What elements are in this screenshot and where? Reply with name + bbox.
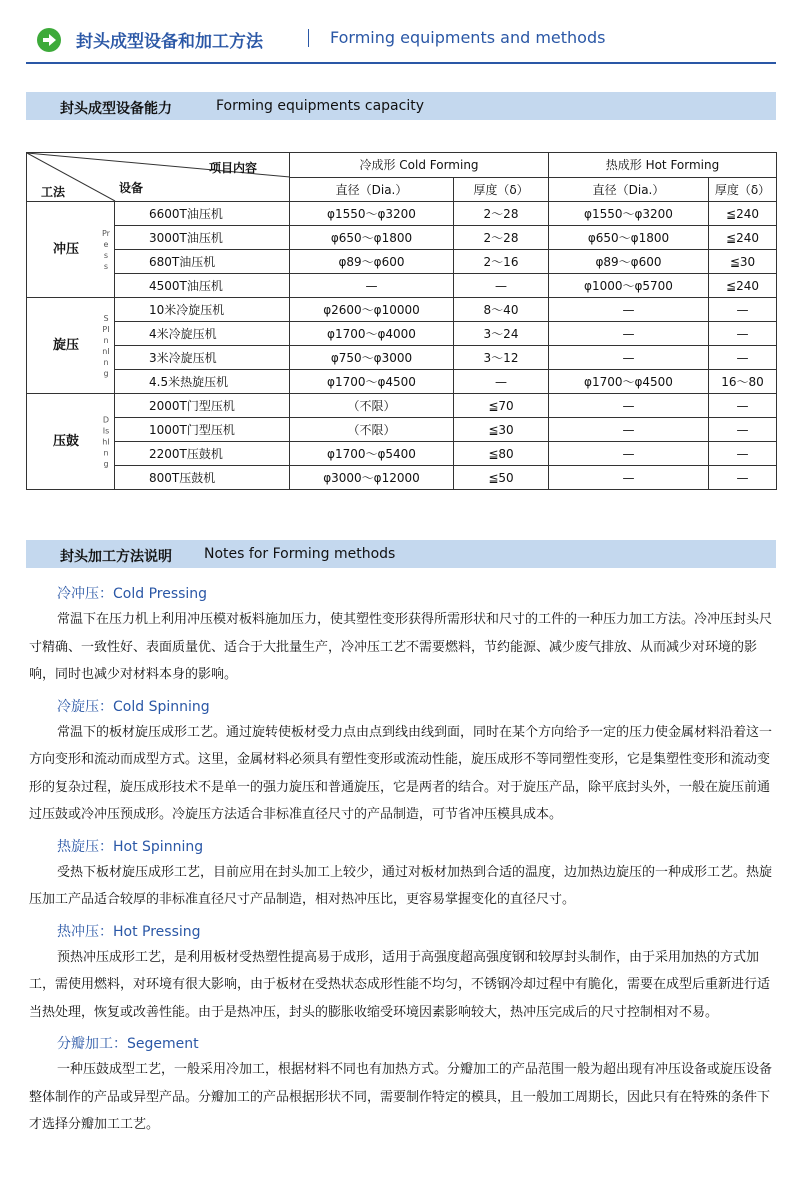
cold-dia-cell: （不限） <box>290 394 454 418</box>
method-group-cn: 冲压 <box>53 241 80 257</box>
equipment-cell: 800T压鼓机 <box>115 466 290 490</box>
equipment-cell: 2000T门型压机 <box>115 394 290 418</box>
hot-thk-cell: — <box>709 466 777 490</box>
equipment-cell: 680T油压机 <box>115 250 290 274</box>
hot-thk-cell: ≦30 <box>709 250 777 274</box>
equipment-cell: 3000T油压机 <box>115 226 290 250</box>
hot-dia-cell: φ650～φ1800 <box>549 226 709 250</box>
hot-dia-cell: — <box>549 466 709 490</box>
equipment-cell: 6600T油压机 <box>115 202 290 226</box>
cold-dia-cell: φ89～φ600 <box>290 250 454 274</box>
section-bar-notes <box>26 540 776 568</box>
page-title-cn: 封头成型设备和加工方法 <box>76 32 263 52</box>
method-group-cell <box>27 394 115 490</box>
hot-thk-cell: — <box>709 418 777 442</box>
hot-thk-cell: ≦240 <box>709 202 777 226</box>
hot-thk-header: 厚度（δ） <box>709 177 777 202</box>
hot-dia-cell: — <box>549 322 709 346</box>
cold-dia-cell: φ1700～φ4000 <box>290 322 454 346</box>
note-body: 预热冲压成形工艺，是利用板材受热塑性提高易于成形，适用于高强度超高强度钢和较厚封头制作，由于采用加热的方式加工，需使用燃料，对环境有很大影响，由于板材在受热状态成形性能不均匀，不锈钢冷却过程中有脆化，需要在成型后重新进行适当热处理，恢复或改善性能。由于是热冲压，封头的膨胀收缩受环境因素影响较大，热冲压完成后的尺寸控制相对不易。 <box>29 949 771 1020</box>
note-title: 热旋压：Hot Spinning <box>57 838 204 855</box>
capacity-table-wrap <box>26 152 777 490</box>
page-title-en: Forming equipments and methods <box>330 28 606 47</box>
hot-thk-cell: ≦240 <box>709 226 777 250</box>
equipment-cell: 4.5米热旋压机 <box>115 370 290 394</box>
hot-thk-cell: 16～80 <box>709 370 777 394</box>
hot-thk-cell: — <box>709 394 777 418</box>
cold-dia-cell: φ3000～φ12000 <box>290 466 454 490</box>
table-corner-header <box>27 153 290 202</box>
section-title-cn: 封头加工方法说明 <box>60 549 172 565</box>
cold-thk-cell: 2～28 <box>454 226 549 250</box>
table-row <box>27 298 777 322</box>
hot-dia-cell: — <box>549 346 709 370</box>
page-header <box>0 0 800 72</box>
method-group-cn: 旋压 <box>53 337 80 353</box>
table-row <box>27 418 777 442</box>
hot-dia-cell: φ89～φ600 <box>549 250 709 274</box>
section-title-en: Forming equipments capacity <box>216 98 424 114</box>
cold-dia-cell: φ1700～φ4500 <box>290 370 454 394</box>
hot-dia-cell: φ1000～φ5700 <box>549 274 709 298</box>
method-group-cn: 压鼓 <box>53 433 80 449</box>
hot-thk-cell: — <box>709 322 777 346</box>
cold-thk-cell: ≦80 <box>454 442 549 466</box>
equipment-cell: 4500T油压机 <box>115 274 290 298</box>
cold-thk-cell: ≦50 <box>454 466 549 490</box>
capacity-table <box>26 152 777 490</box>
equipment-cell: 2200T压鼓机 <box>115 442 290 466</box>
cold-thk-cell: — <box>454 370 549 394</box>
note-title: 分瓣加工：Segement <box>57 1036 199 1052</box>
table-row <box>27 346 777 370</box>
cold-thk-cell: 3～24 <box>454 322 549 346</box>
cold-thk-cell: 2～28 <box>454 202 549 226</box>
table-row <box>27 250 777 274</box>
title-divider <box>308 29 309 47</box>
cold-thk-cell: 3～12 <box>454 346 549 370</box>
hot-dia-cell: φ1550～φ3200 <box>549 202 709 226</box>
corner-item-label: 项目内容 <box>209 161 258 175</box>
hot-thk-cell: ≦240 <box>709 274 777 298</box>
table-row <box>27 274 777 298</box>
table-row <box>27 226 777 250</box>
hot-dia-cell: — <box>549 418 709 442</box>
note-title: 热冲压：Hot Pressing <box>57 923 201 940</box>
cold-dia-cell: φ1550～φ3200 <box>290 202 454 226</box>
hot-dia-cell: — <box>549 442 709 466</box>
cold-dia-cell: （不限） <box>290 418 454 442</box>
hot-thk-cell: — <box>709 298 777 322</box>
table-row <box>27 442 777 466</box>
cold-dia-cell: φ750～φ3000 <box>290 346 454 370</box>
section-title-cn: 封头成型设备能力 <box>60 101 172 117</box>
table-row <box>27 202 777 226</box>
cold-thk-cell: ≦70 <box>454 394 549 418</box>
method-group-en: Press <box>102 228 110 271</box>
note-body: 受热下板材旋压成形工艺，目前应用在封头加工上较少，通过对板材加热到合适的温度，边加热边旋压的一种成形工艺。热旋压加工产品适合较厚的非标准直径尺寸产品制造，相对热冲压比，更容易掌握变化的直径尺寸。 <box>29 864 773 907</box>
table-row <box>27 322 777 346</box>
cold-dia-cell: φ2600～φ10000 <box>290 298 454 322</box>
corner-method-label: 工法 <box>41 185 66 199</box>
method-group-en: DIshIng <box>102 415 110 468</box>
section-title-en: Notes for Forming methods <box>204 546 396 562</box>
hot-thk-cell: — <box>709 442 777 466</box>
method-group-cell <box>27 298 115 394</box>
method-group-cell <box>27 202 115 298</box>
hot-dia-cell: — <box>549 394 709 418</box>
table-row <box>27 466 777 490</box>
cold-dia-cell: — <box>290 274 454 298</box>
header-rule <box>26 62 776 64</box>
cold-thk-header: 厚度（δ） <box>454 177 549 202</box>
hot-dia-cell: φ1700～φ4500 <box>549 370 709 394</box>
cold-forming-header: 冷成形 Cold Forming <box>290 153 549 178</box>
note-body: 常温下的板材旋压成形工艺。通过旋转使板材受力点由点到线由线到面，同时在某个方向给予一定的压力使金属材料沿着这一方向变形和流动而成型方式。这里，金属材料必须具有塑性变形或流动性能，旋压成形不等同塑性变形，它是集塑性变形和流动变形的复杂过程，旋压成形技术不是单一的强力旋压和普通旋压，它是两者的结合。对于旋压产品，除平底封头外，一般在旋压前通过压鼓或冷冲压预成形。冷旋压方法适合非标准直径尺寸的产品制造，可节省冲压模具成本。 <box>29 724 773 822</box>
forming-notes <box>29 582 779 1145</box>
note-body: 常温下在压力机上利用冲压模对板料施加压力，使其塑性变形获得所需形状和尺寸的工件的一种压力加工方法。冷冲压封头尺寸精确、一致性好、表面质量优、适合于大批量生产，冷冲压工艺不需要燃料，节约能源、减少废气排放、从而减少对环境的影响，同时也减少对材料本身的影响。 <box>29 612 773 682</box>
note-title: 冷冲压：Cold Pressing <box>57 586 208 602</box>
cold-dia-cell: φ1700～φ5400 <box>290 442 454 466</box>
note-body: 一种压鼓成型工艺，一般采用冷加工，根据材料不同也有加热方式。分瓣加工的产品范围一般为超出现有冲压设备或旋压设备整体制作的产品或异型产品。分瓣加工的产品根据形状不同，需要制作特定的模具，且一般加工周期长，因此只有在特殊的条件下才选择分瓣加工工艺。 <box>29 1062 773 1132</box>
cold-thk-cell: 2～16 <box>454 250 549 274</box>
cold-dia-header: 直径（Dia.） <box>290 177 454 202</box>
cold-thk-cell: 8～40 <box>454 298 549 322</box>
cold-thk-cell: ≦30 <box>454 418 549 442</box>
equipment-cell: 1000T门型压机 <box>115 418 290 442</box>
cold-dia-cell: φ650～φ1800 <box>290 226 454 250</box>
hot-dia-header: 直径（Dia.） <box>549 177 709 202</box>
hot-thk-cell: — <box>709 346 777 370</box>
arrow-right-icon <box>36 27 62 53</box>
equipment-cell: 4米冷旋压机 <box>115 322 290 346</box>
table-row <box>27 394 777 418</box>
corner-equip-label: 设备 <box>119 181 144 195</box>
section-bar-capacity <box>26 92 776 120</box>
equipment-cell: 3米冷旋压机 <box>115 346 290 370</box>
equipment-cell: 10米冷旋压机 <box>115 298 290 322</box>
method-group-en: SPInnIng <box>102 313 110 378</box>
hot-dia-cell: — <box>549 298 709 322</box>
table-row <box>27 370 777 394</box>
note-title: 冷旋压：Cold Spinning <box>57 698 210 715</box>
hot-forming-header: 热成形 Hot Forming <box>549 153 777 178</box>
cold-thk-cell: — <box>454 274 549 298</box>
